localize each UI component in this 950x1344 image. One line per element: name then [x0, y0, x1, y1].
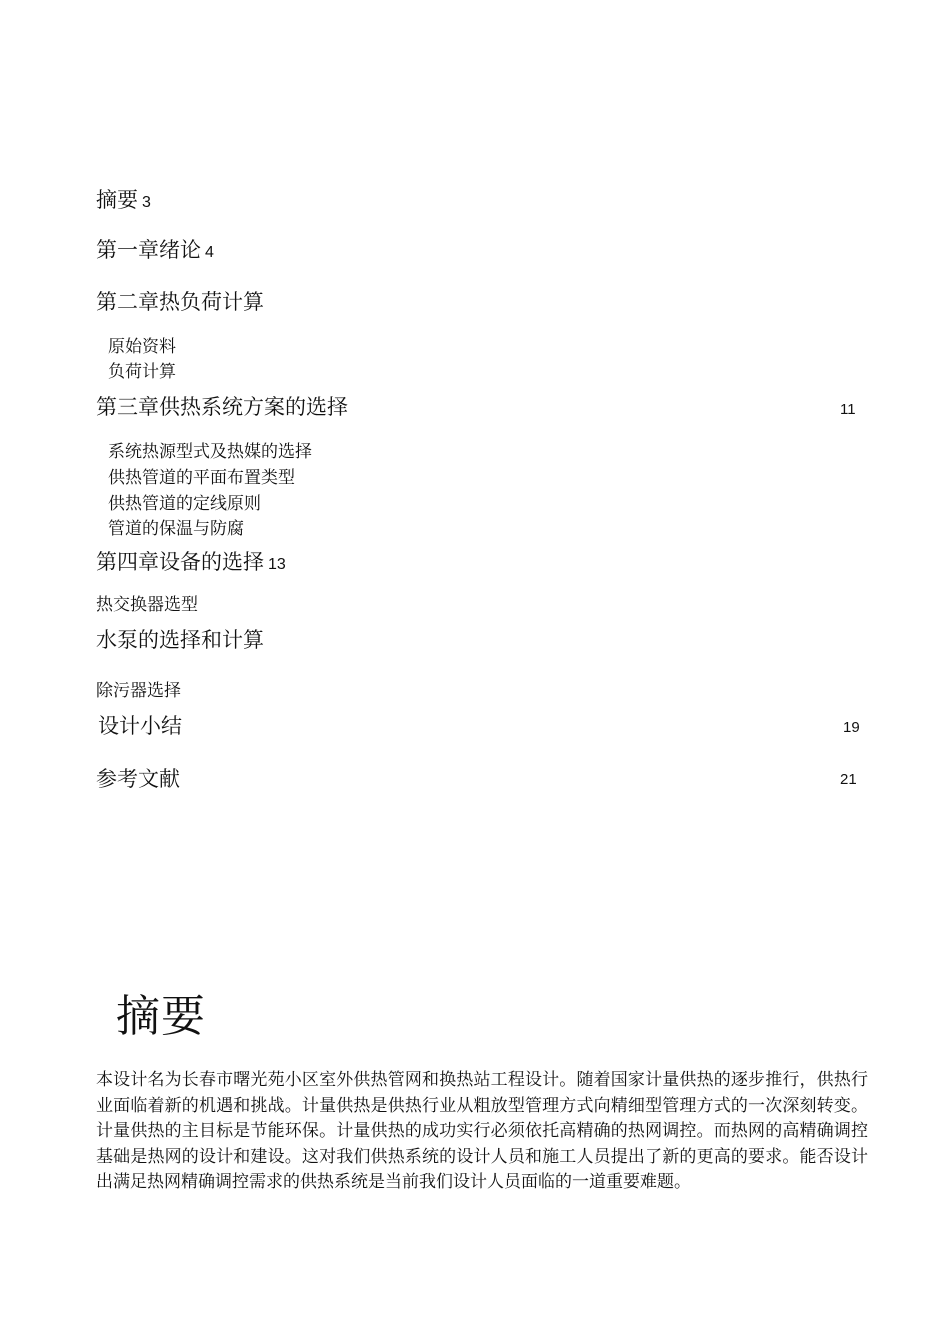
toc-entry-page: 4	[205, 244, 214, 261]
toc-entry-section[interactable]	[96, 624, 264, 654]
toc-entry-title: 第四章设备的选择	[96, 550, 264, 574]
toc-entry-summary[interactable]	[98, 710, 182, 740]
toc-entry-title: 管道的保温与防腐	[108, 519, 244, 539]
toc-entry-title: 原始资料	[108, 337, 176, 357]
toc-entry-title: 负荷计算	[108, 362, 176, 382]
toc-entry-title: 摘要	[96, 188, 138, 212]
toc-entry-page: 11	[840, 401, 856, 418]
toc-entry-chapter-3[interactable]	[96, 391, 348, 421]
toc-entry-section[interactable]	[96, 676, 181, 701]
abstract-heading: 摘要	[116, 991, 206, 1042]
toc-entry-references[interactable]	[96, 763, 180, 793]
toc-entry-section[interactable]	[108, 514, 244, 539]
toc-entry-section[interactable]	[108, 437, 312, 462]
toc-entry-title: 第一章绪论	[96, 238, 201, 262]
toc-entry-chapter-2[interactable]	[96, 286, 264, 316]
toc-entry-title: 水泵的选择和计算	[96, 628, 264, 652]
toc-entry-title: 参考文献	[96, 767, 180, 791]
toc-entry-section[interactable]	[108, 463, 295, 488]
toc-entry-title: 第三章供热系统方案的选择	[96, 395, 348, 419]
toc-entry-page: 3	[142, 194, 151, 211]
toc-entry-title: 第二章热负荷计算	[96, 290, 264, 314]
toc-entry-abstract[interactable]	[96, 184, 151, 214]
toc-entry-title: 设计小结	[98, 714, 182, 738]
toc-entry-chapter-4[interactable]	[96, 546, 286, 576]
toc-entry-page: 13	[268, 556, 286, 573]
toc-entry-title: 除污器选择	[96, 681, 181, 701]
toc-entry-section[interactable]	[108, 489, 261, 514]
toc-entry-title: 系统热源型式及热媒的选择	[108, 442, 312, 462]
abstract-paragraph: 本设计名为长春市曙光苑小区室外供热管网和换热站工程设计。随着国家计量供热的逐步推行，供热行业面临着新的机遇和挑战。计量供热是供热行业从粗放型管理方式向精细型管理方式的一次深刻转变。计量供热的主目标是节能环保。计量供热的成功实行必须依托高精确的热网调控。而热网的高精确调控基础是热网的设计和建设。这对我们供热系统的设计人员和施工人员提出了新的更高的要求。能否设计出满足热网精确调控需求的供热系统是当前我们设计人员面临的一道重要难题。	[96, 1070, 868, 1192]
toc-entry-page: 19	[843, 719, 860, 736]
toc-entry-title: 热交换器选型	[96, 595, 198, 615]
toc-entry-title: 供热管道的定线原则	[108, 494, 261, 514]
toc-entry-section[interactable]	[108, 332, 176, 357]
toc-entry-section[interactable]	[108, 357, 176, 382]
toc-entry-title: 供热管道的平面布置类型	[108, 468, 295, 488]
toc-entry-section[interactable]	[96, 590, 198, 615]
toc-entry-page: 21	[840, 771, 857, 788]
toc-entry-chapter-1[interactable]	[96, 234, 214, 264]
